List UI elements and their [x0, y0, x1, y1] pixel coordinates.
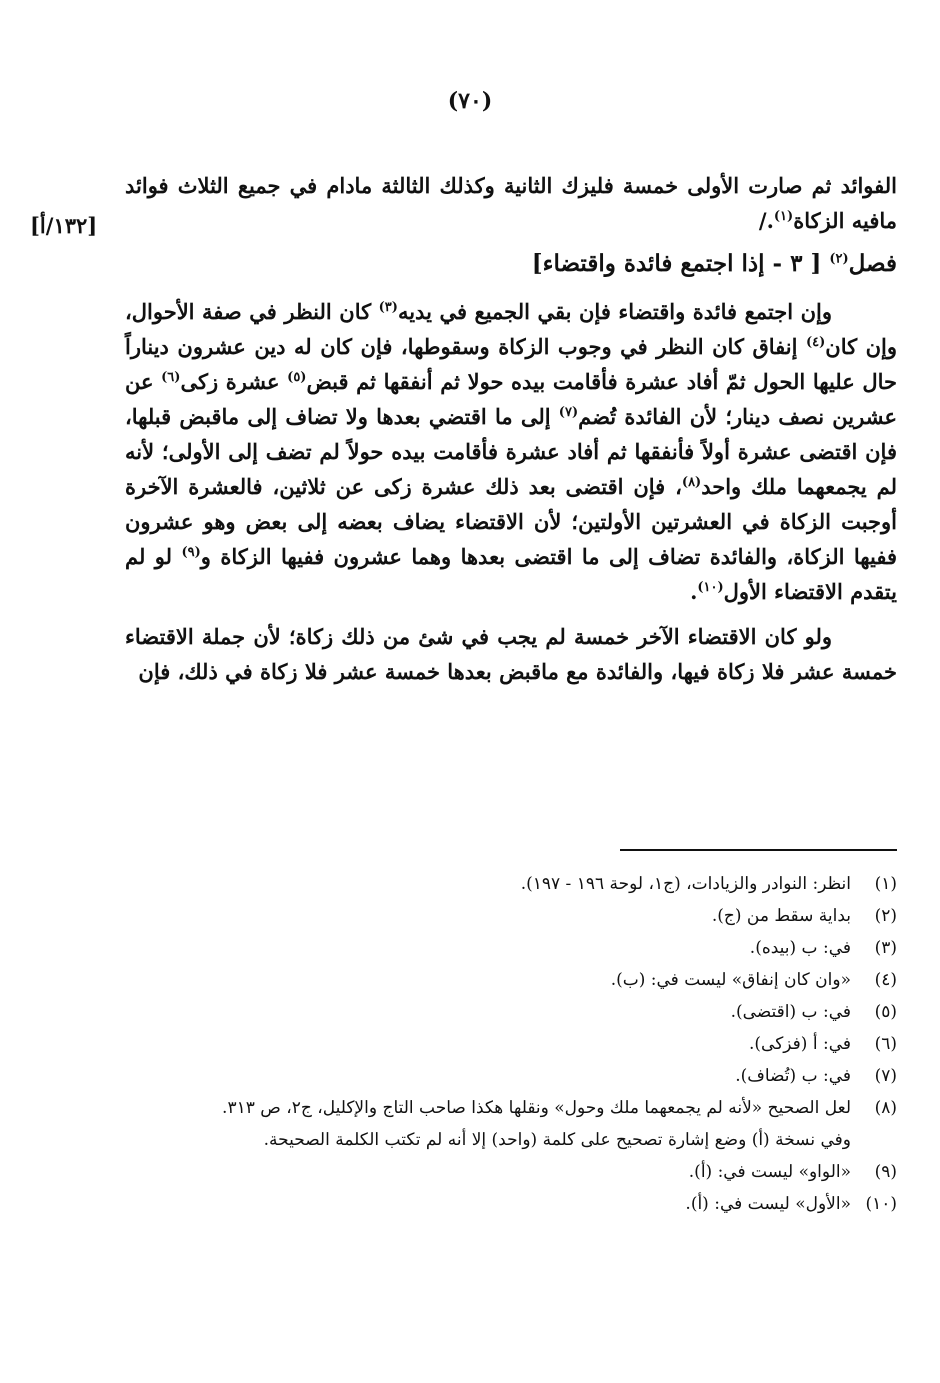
page-number: (٧٠) — [447, 88, 493, 114]
footnote-text: بداية سقط من (ج). — [711, 906, 851, 926]
footnote-5 — [125, 996, 897, 1028]
footnote-marker: (٩) — [181, 545, 201, 560]
text-run: كان النظر في صفة الأحوال، وإن كان — [125, 299, 897, 359]
footnote-marker: (٢) — [829, 251, 849, 267]
footnote-number: (٩) — [874, 1162, 897, 1182]
footnote-8-continuation: وفي نسخة (أ) وضع إشارة تصحيح على كلمة (واحد) إلا أنه لم تكتب الكلمة الصحيحة. — [263, 1130, 851, 1150]
intro-line-2: مافيه الزكاة — [793, 208, 897, 233]
footnote-text: في: ب (تُضاف). — [735, 1066, 851, 1086]
main-text — [125, 168, 897, 689]
footnote-7 — [125, 1060, 897, 1092]
footnote-number: (٨) — [874, 1098, 897, 1118]
footnotes — [125, 868, 897, 1220]
intro-line-2-end: ./ — [758, 208, 774, 233]
footnote-8 — [125, 1092, 897, 1124]
footnote-marker: (١٠) — [697, 580, 724, 595]
text-run: إلى ما اقتضي بعدها ولا تضاف إلى ماقبض قبلها، فإن اقتضى عشرة أولاً فأنفقها ثم أفاد عشرة فأقامت بيده حولاً لم تضف إلى الأولى؛ لأنه لم يجمعهما ملك واحد — [125, 404, 898, 499]
intro-line-1: الفوائد ثم صارت الأولى خمسة فليزك الثانية وكذلك الثالثة مادام في جميع الثلاث فوائد — [125, 173, 897, 198]
footnote-separator — [620, 849, 897, 851]
footnote-9 — [125, 1156, 897, 1188]
footnote-marker: (٥) — [287, 370, 307, 385]
footnote-1 — [125, 868, 897, 900]
footnote-4 — [125, 964, 897, 996]
footnote-10 — [125, 1188, 897, 1220]
intro-paragraph — [125, 168, 897, 238]
footnote-text: «وان كان إنفاق» ليست في: (ب). — [610, 970, 851, 990]
footnote-6 — [125, 1028, 897, 1060]
text-run: عن عشرين نصف دينار؛ لأن الفائدة تُضم — [125, 369, 897, 429]
footnote-marker: (١) — [773, 209, 794, 224]
footnote-marker: (٣) — [378, 300, 398, 315]
text-run: لو لم يتقدم الاقتضاء الأول — [125, 544, 897, 604]
footnote-number: (٧) — [874, 1066, 897, 1086]
text-run: إنفاق كان النظر في وجوب الزكاة وسقوطها، فإن كان له دين عشرون ديناراً حال عليها الحول ثمّ أفاد عشرة فأقامت بيده حولا ثم أنفقها ثم قبض — [125, 334, 898, 394]
footnote-marker: (٦) — [161, 370, 181, 385]
footnote-number: (١٠) — [865, 1194, 897, 1214]
heading-title: [ ٣ - إذا اجتمع فائدة واقتضاء] — [531, 250, 822, 277]
footnote-number: (٣) — [874, 938, 897, 958]
footnote-text: انظر: النوادر والزيادات، (ج١، لوحة ١٩٦ - ١٩٧). — [520, 874, 851, 894]
footnote-marker: (٧) — [558, 405, 579, 420]
margin-manuscript-reference: [١٣٢/أ] — [30, 213, 98, 238]
footnote-number: (١) — [874, 874, 897, 894]
footnote-number: (٥) — [874, 1002, 897, 1022]
footnote-text: في: ب (اقتضى). — [730, 1002, 851, 1022]
text-run: عشرة زكى — [180, 369, 288, 394]
footnote-text: «الأول» ليست في: (أ). — [685, 1194, 851, 1214]
footnote-number: (٤) — [874, 970, 897, 990]
footnote-marker: (٨) — [681, 475, 702, 490]
footnote-text: في: أ (فزكى). — [749, 1034, 851, 1054]
footnote-number: (٦) — [874, 1034, 897, 1054]
paragraph-1 — [125, 294, 897, 609]
footnote-text: «الواو» ليست في: (أ). — [688, 1162, 851, 1182]
footnote-text: في: ب (بيده). — [749, 938, 851, 958]
heading-prefix: فصل — [848, 250, 897, 277]
text-run: وإن اجتمع فائدة واقتضاء فإن بقي الجميع في يديه — [397, 299, 832, 324]
text-run: . — [690, 579, 698, 604]
footnote-marker: (٤) — [805, 335, 826, 350]
footnote-2 — [125, 900, 897, 932]
footnote-3 — [125, 932, 897, 964]
section-heading — [125, 244, 897, 284]
footnote-number: (٢) — [874, 906, 897, 926]
footnote-text: لعل الصحيح «لأنه لم يجمعهما ملك وحول» ونقلها هكذا صاحب التاج والإكليل، ج٢، ص ٣١٣. — [222, 1098, 851, 1118]
paragraph-2: ولو كان الاقتضاء الآخر خمسة لم يجب في شئ من ذلك زكاة؛ لأن جملة الاقتضاء خمسة عشر فلا زكاة فيها، والفائدة مع ماقبض بعدها خمسة عشر فلا زكاة في ذلك، فإن — [125, 624, 897, 684]
text-run: ، فإن اقتضى بعد ذلك عشرة زكى عن ثلاثين، فالعشرة الآخرة أوجبت الزكاة في العشرتين الأولتين؛ لأن الاقتضاء يضاف بعضه إلى بعض وهو عشرون ففيها الزكاة، والفائدة تضاف إلى ما اقتضى بعدها وهما عشرون ففيها الزكاة و — [125, 474, 897, 569]
